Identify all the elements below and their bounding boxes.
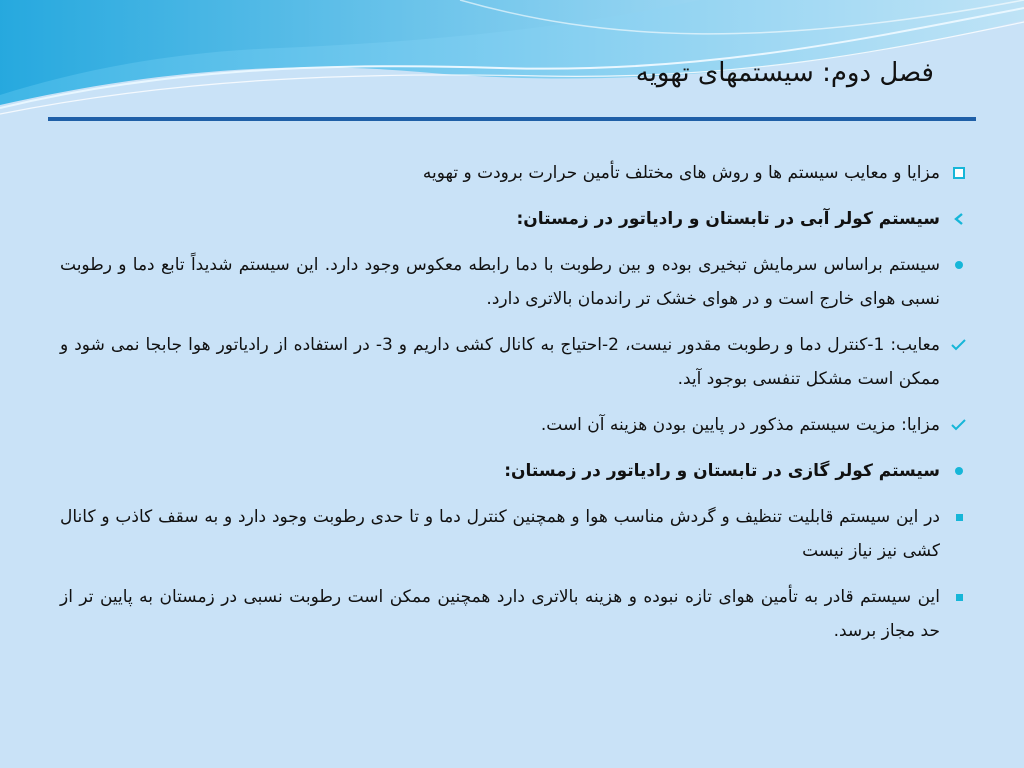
slide-content xyxy=(60,156,940,660)
arrow-chevron-icon xyxy=(948,202,970,236)
list-item-text: سیستم کولر گازی در تابستان و رادیاتور در زمستان: xyxy=(504,461,940,481)
bullet-dot-icon xyxy=(948,454,970,488)
checkmark-icon xyxy=(948,408,970,442)
checkbox-square-icon xyxy=(948,156,970,190)
small-square-icon xyxy=(948,580,970,614)
list-item-text: معایب: 1-کنترل دما و رطوبت مقدور نیست، 2-احتیاج به کانال کشی داریم و 3- در استفاده از رادیاتور هوا جابجا نمی شود و ممکن است مشکل تنفسی بوجود آید. xyxy=(60,335,940,389)
small-square-icon xyxy=(948,500,970,534)
list-item-8 xyxy=(60,580,940,648)
list-item-1 xyxy=(60,156,940,190)
slide-title: فصل دوم: سیستمهای تهویه xyxy=(635,58,934,88)
list-item-text: مزایا: مزیت سیستم مذکور در پایین بودن هزینه آن است. xyxy=(540,415,940,435)
list-item-4 xyxy=(60,328,940,396)
list-item-text: مزایا و معایب سیستم ها و روش های مختلف تأمین حرارت برودت و تهویه xyxy=(422,163,940,183)
list-item-text: سیستم براساس سرمایش تبخیری بوده و بین رطوبت با دما رابطه معکوس وجود دارد. این سیستم شدیداً تابع دما و رطوبت نسبی هوای خارج است و در هوای خشک تر راندمان بالاتری دارد. xyxy=(60,255,940,309)
list-item-7 xyxy=(60,500,940,568)
list-item-text: سیستم کولر آبی در تابستان و رادیاتور در زمستان: xyxy=(516,209,940,229)
bullet-dot-icon xyxy=(948,248,970,282)
title-underline xyxy=(48,117,976,121)
list-item-text: در این سیستم قابلیت تنظیف و گردش مناسب هوا و همچنین کنترل دما و تا حدی رطوبت وجود دارد و به سقف کاذب و کانال کشی نیز نیاز نیست xyxy=(60,507,940,561)
list-item-6 xyxy=(60,454,940,488)
list-item-2 xyxy=(60,202,940,236)
checkmark-icon xyxy=(948,328,970,362)
list-item-3 xyxy=(60,248,940,316)
list-item-text: این سیستم قادر به تأمین هوای تازه نبوده و هزینه بالاتری دارد همچنین ممکن است رطوبت نسبی در زمستان به پایین تر از حد مجاز برسد. xyxy=(60,587,940,641)
list-item-5 xyxy=(60,408,940,442)
